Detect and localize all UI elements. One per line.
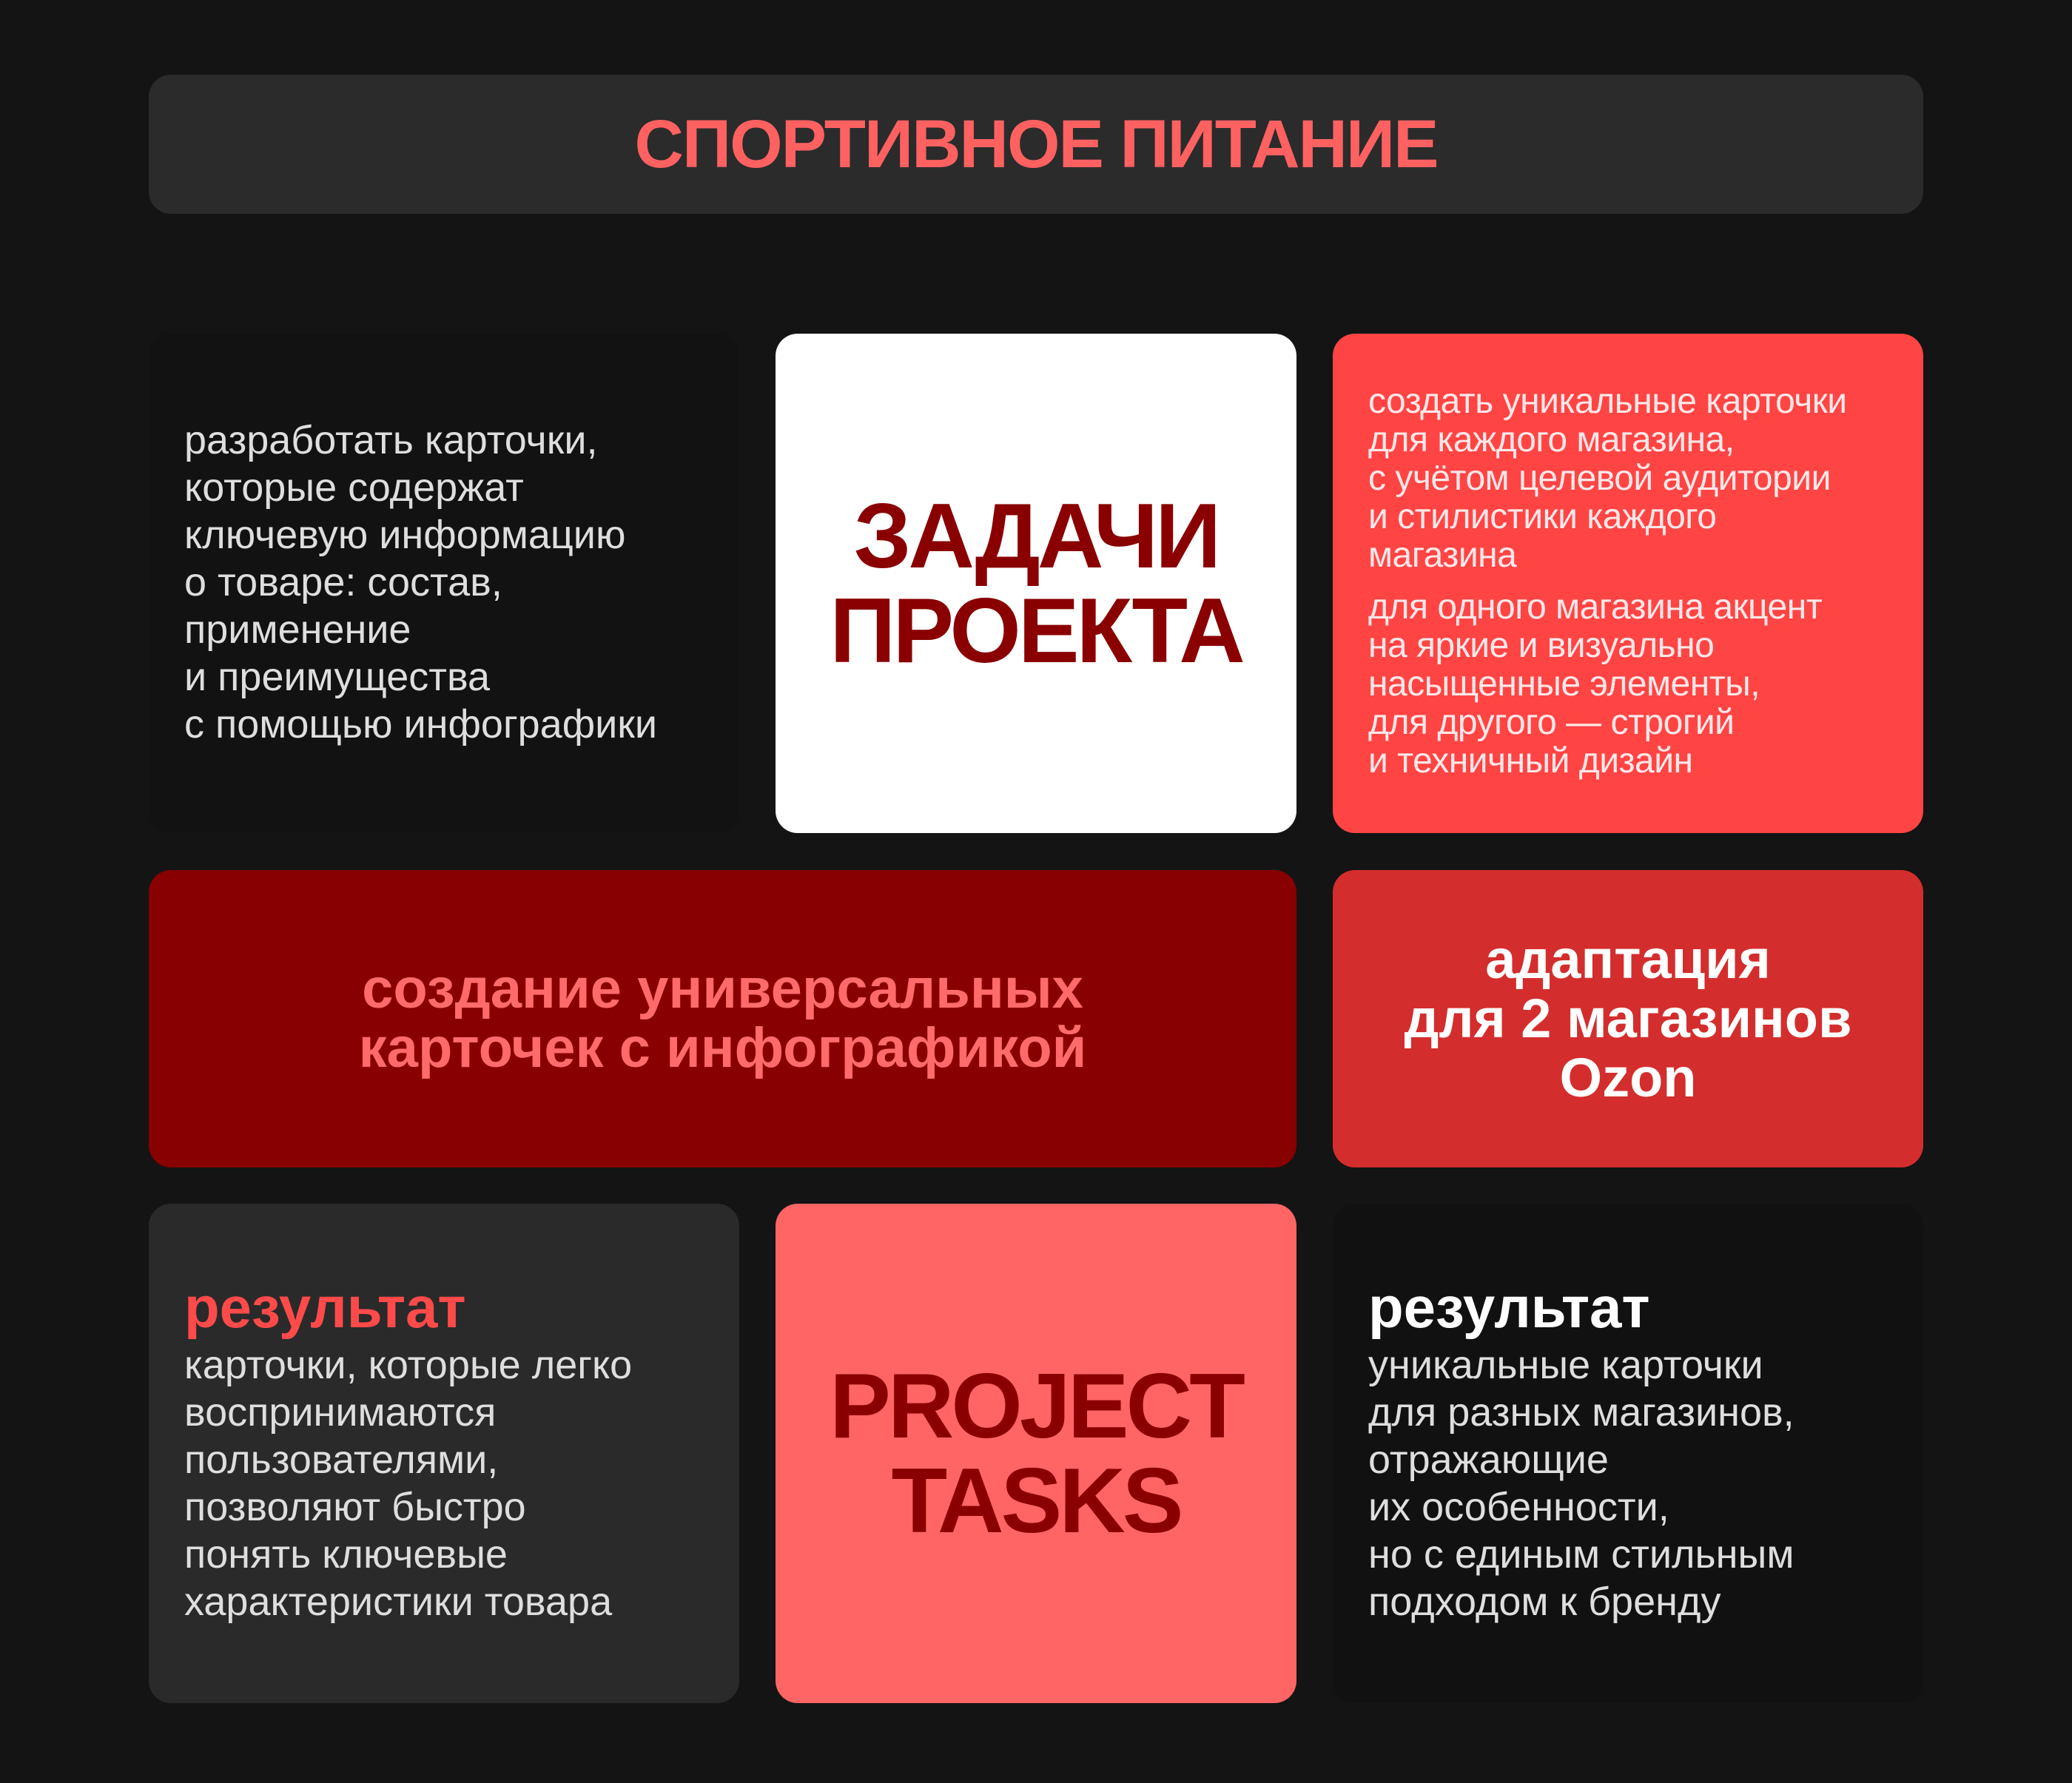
universal-cards-banner xyxy=(149,870,1296,1167)
result-heading-left: результат xyxy=(184,1275,466,1340)
project-tasks-title-card-ru xyxy=(776,334,1296,833)
unique-cards-paragraph-1: создать уникальные карточки для каждого магазина, с учётом целевой аудитории и стилистики каждого магазина xyxy=(1368,382,1847,575)
task-description-text: разработать карточки, которые содержат ключевую информацию о товаре: состав, применение и преимущества с помощью инфографики xyxy=(184,418,658,746)
project-tasks-title-en: PROJECT TASKS xyxy=(830,1355,1242,1552)
universal-cards-text: создание универсальных карточек с инфографикой xyxy=(358,957,1087,1079)
result-text-right: уникальные карточки для разных магазинов, отражающие их особенности, но с единым стильным подходом к бренду xyxy=(1368,1343,1794,1624)
result-card-left xyxy=(149,1204,739,1703)
unique-cards-paragraph-2: для одного магазина акцент на яркие и визуально насыщенные элементы, для другого — строгий и техничный дизайн xyxy=(1368,587,1823,781)
task-card-unique-description xyxy=(1333,334,1923,833)
result-card-right xyxy=(1333,1204,1923,1703)
page-title: СПОРТИВНОЕ ПИТАНИЕ xyxy=(634,107,1438,182)
project-tasks-title-card-en xyxy=(776,1204,1296,1703)
adaptation-banner xyxy=(1333,870,1923,1167)
result-heading-right: результат xyxy=(1368,1275,1650,1340)
header-banner xyxy=(149,75,1923,214)
project-tasks-title-ru: ЗАДАЧИ ПРОЕКТА xyxy=(830,485,1242,682)
result-text-left: карточки, которые легко воспринимаются пользователями, позволяют быстро понять ключевые характеристики товара xyxy=(184,1343,633,1624)
task-card-universal-description xyxy=(149,334,739,833)
adaptation-text: адаптация для 2 магазинов Ozon xyxy=(1404,928,1852,1108)
